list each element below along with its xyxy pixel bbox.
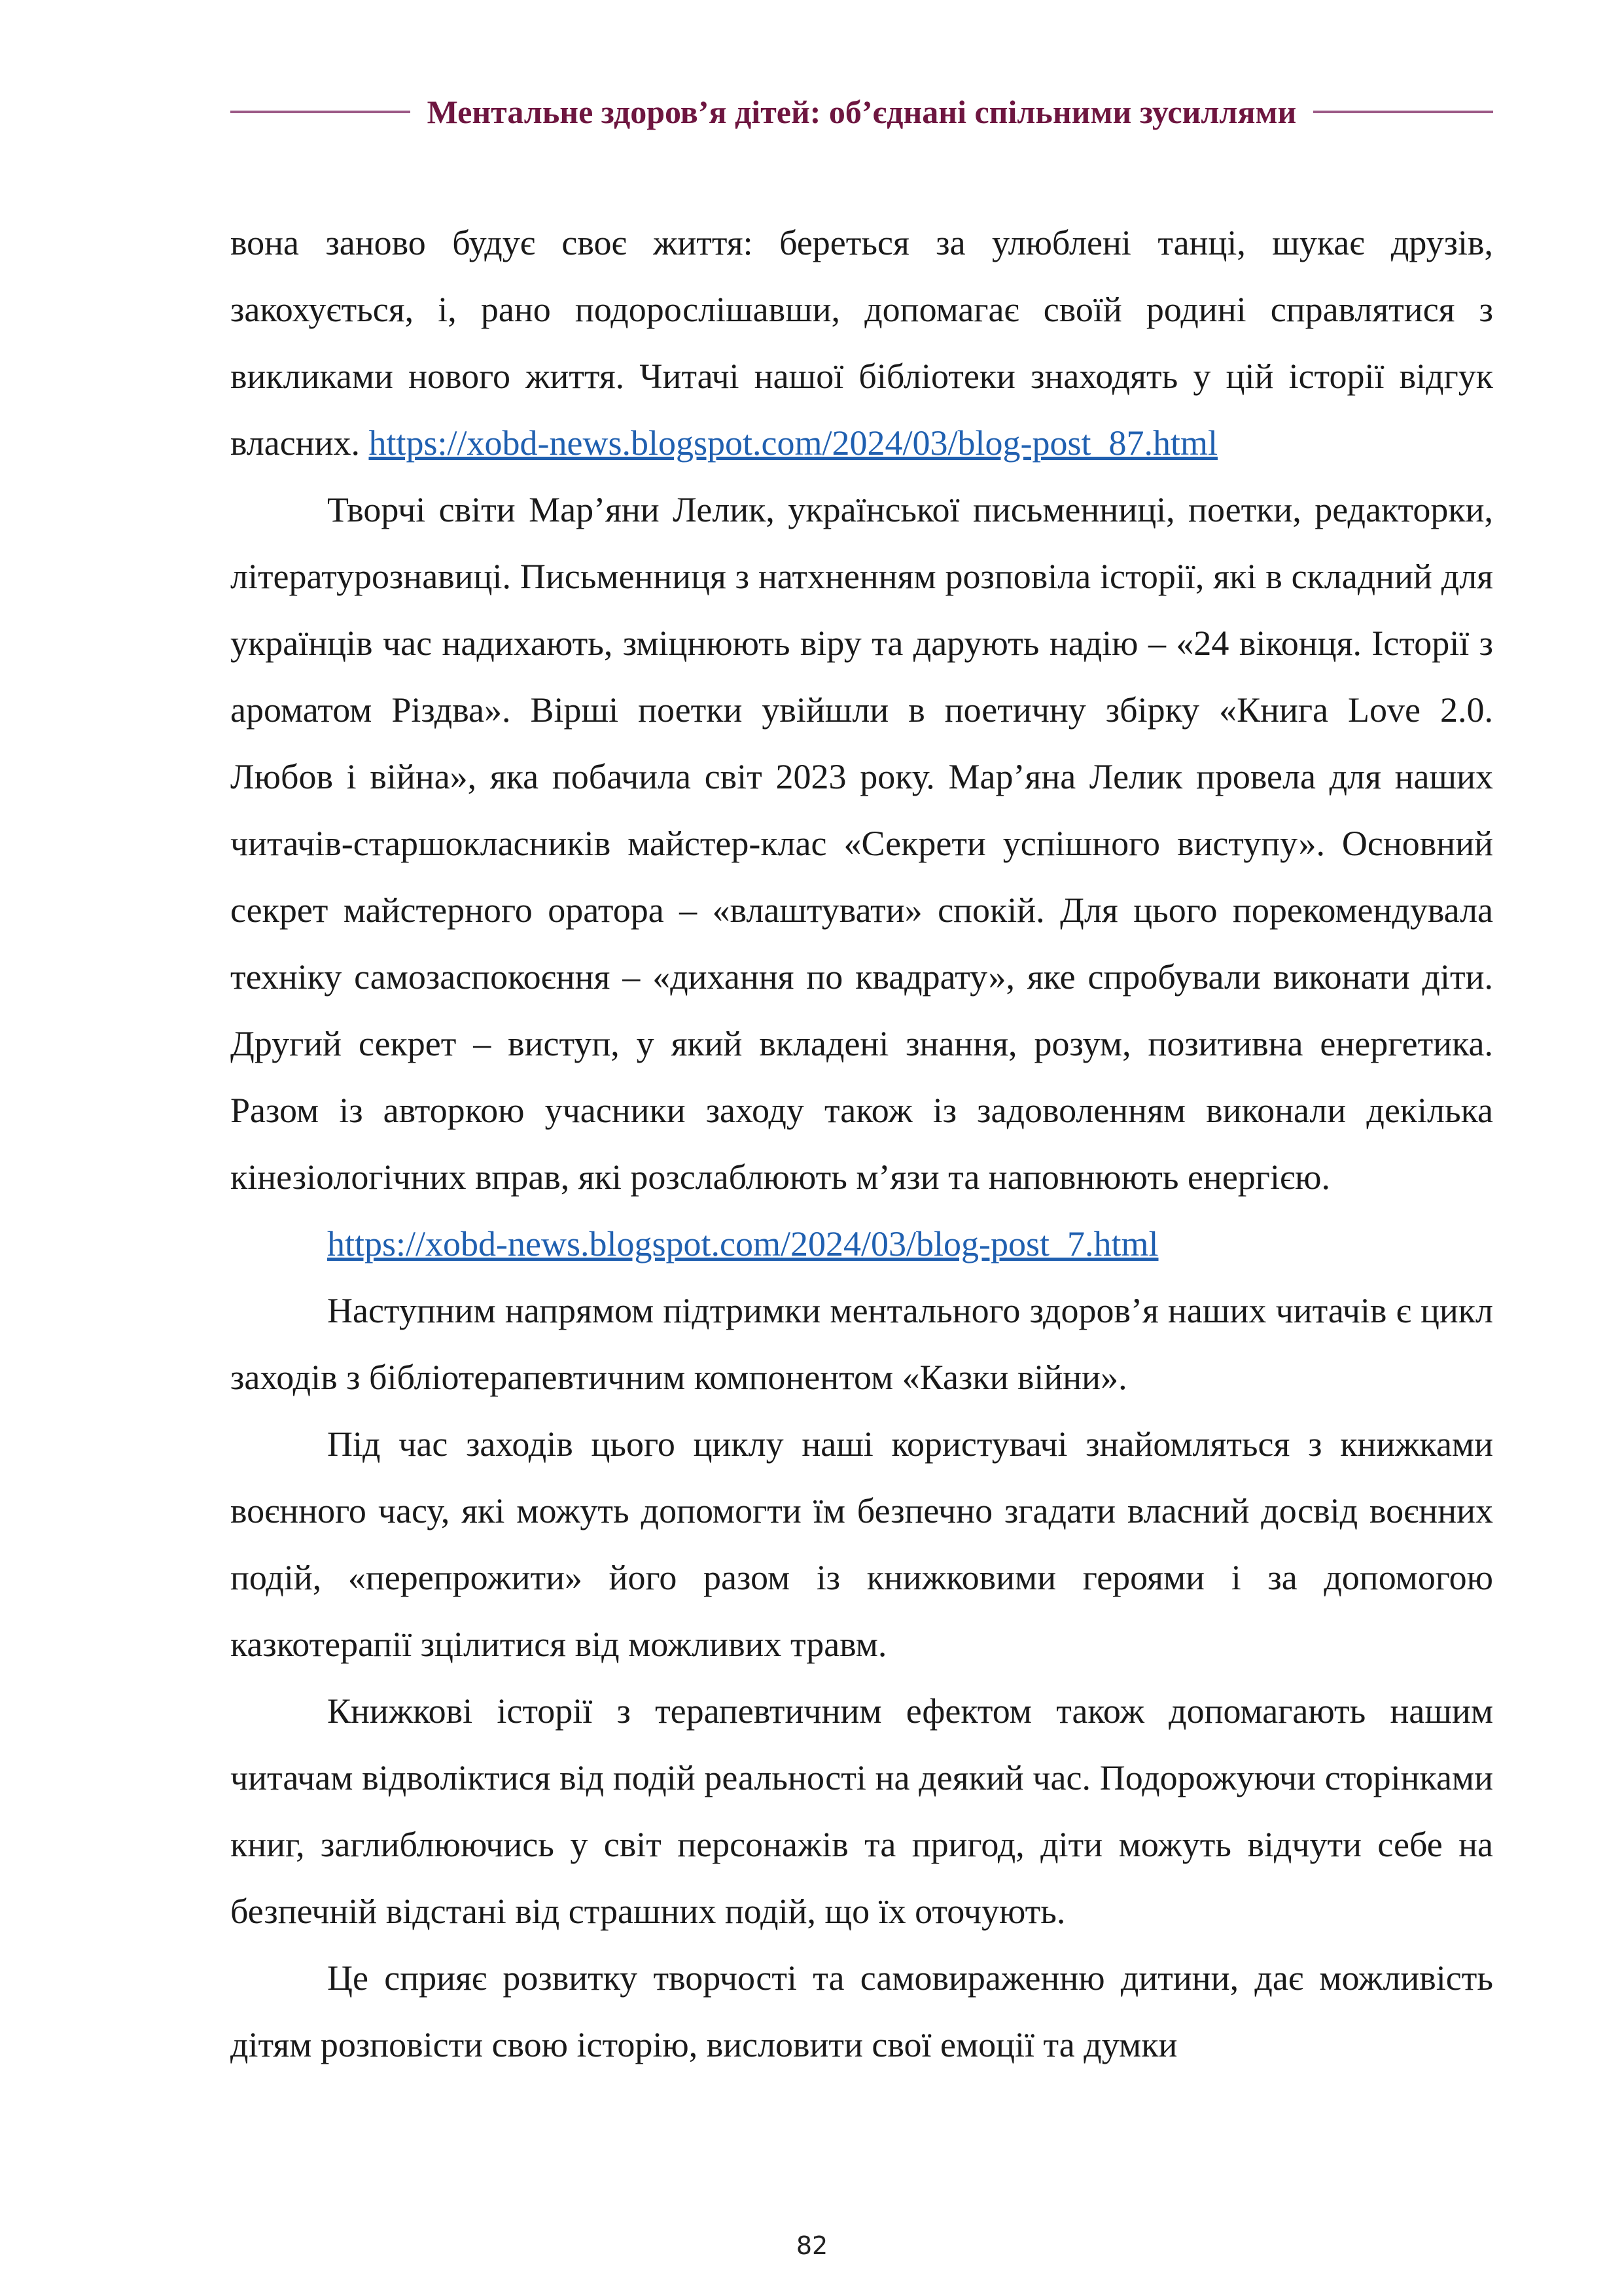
header-rule-right [1313, 111, 1493, 113]
blog-link-7[interactable]: https://xobd-news.blogspot.com/2024/03/blog-post_7.html [327, 1224, 1159, 1263]
blog-link-87[interactable]: https://xobd-news.blogspot.com/2024/03/blog-post_87.html [368, 423, 1218, 463]
running-header [230, 90, 1493, 133]
header-rule-left [230, 111, 410, 113]
paragraph-2: Творчі світи Мар’яни Лелик, української письменниці, поетки, редакторки, літературознавиці. Письменниця з натхненням розповіла історії, які в складний для українців час надихають, зміцнюють віру та дарують надію – «24 віконця. Історії з ароматом Різдва». Вірші поетки увійшли в поетичну збірку «Книга Love 2.0. Любов і війна», яка побачила світ 2023 року. Мар’яна Лелик провела для наших читачів-старшокласників майстер-клас «Секрети успішного виступу». Основний секрет майстерного оратора – «влаштувати» спокій. Для цього порекомендувала техніку самозаспокоєння – «дихання по квадрату», яке спробували виконати діти. Другий секрет – виступ, у який вкладені знання, розум, позитивна енергетика. Разом із авторкою учасники заходу також із задоволенням виконали декілька кінезіологічних вправ, які розслаблюють м’язи та наповнюють енергією. [230, 490, 1493, 1197]
paragraph-6: Книжкові історії з терапевтичним ефектом також допомагають нашим читачам відволіктися від подій реальності на деякий час. Подорожуючи сторінками книг, заглиблюючись у світ персонажів та пригод, діти можуть відчути себе на безпечній відстані від страшних подій, що їх оточують. [230, 1691, 1493, 1931]
paragraph-3 [230, 1210, 1493, 1277]
header-title: Ментальне здоров’я дітей: об’єднані спільними зусиллями [427, 94, 1297, 130]
paragraph-1-text: вона заново будує своє життя: береться за улюблені танці, шукає друзів, закохується, і, рано подорослішавши, допомагає своїй родині справлятися з викликами нового життя. Читачі нашої бібліотеки знаходять у цій історії відгук власних. [230, 223, 1493, 463]
paragraph-7: Це сприяє розвитку творчості та самовираженню дитини, дає можливість дітям розповісти свою історію, висловити свої емоції та думки [230, 1958, 1493, 2064]
paragraph-5: Під час заходів цього циклу наші користувачі знайомляться з книжками воєнного часу, які можуть допомогти їм безпечно згадати власний досвід воєнних подій, «перепрожити» його разом із книжковими героями і за допомогою казкотерапії зцілитися від можливих травм. [230, 1424, 1493, 1664]
paragraph-1 [230, 209, 1493, 476]
page-body [230, 209, 1493, 2078]
page-number: 82 [796, 2231, 828, 2260]
paragraph-4: Наступним напрямом підтримки ментального здоров’я наших читачів є цикл заходів з бібліотерапевтичним компонентом «Казки війни». [230, 1291, 1493, 1397]
